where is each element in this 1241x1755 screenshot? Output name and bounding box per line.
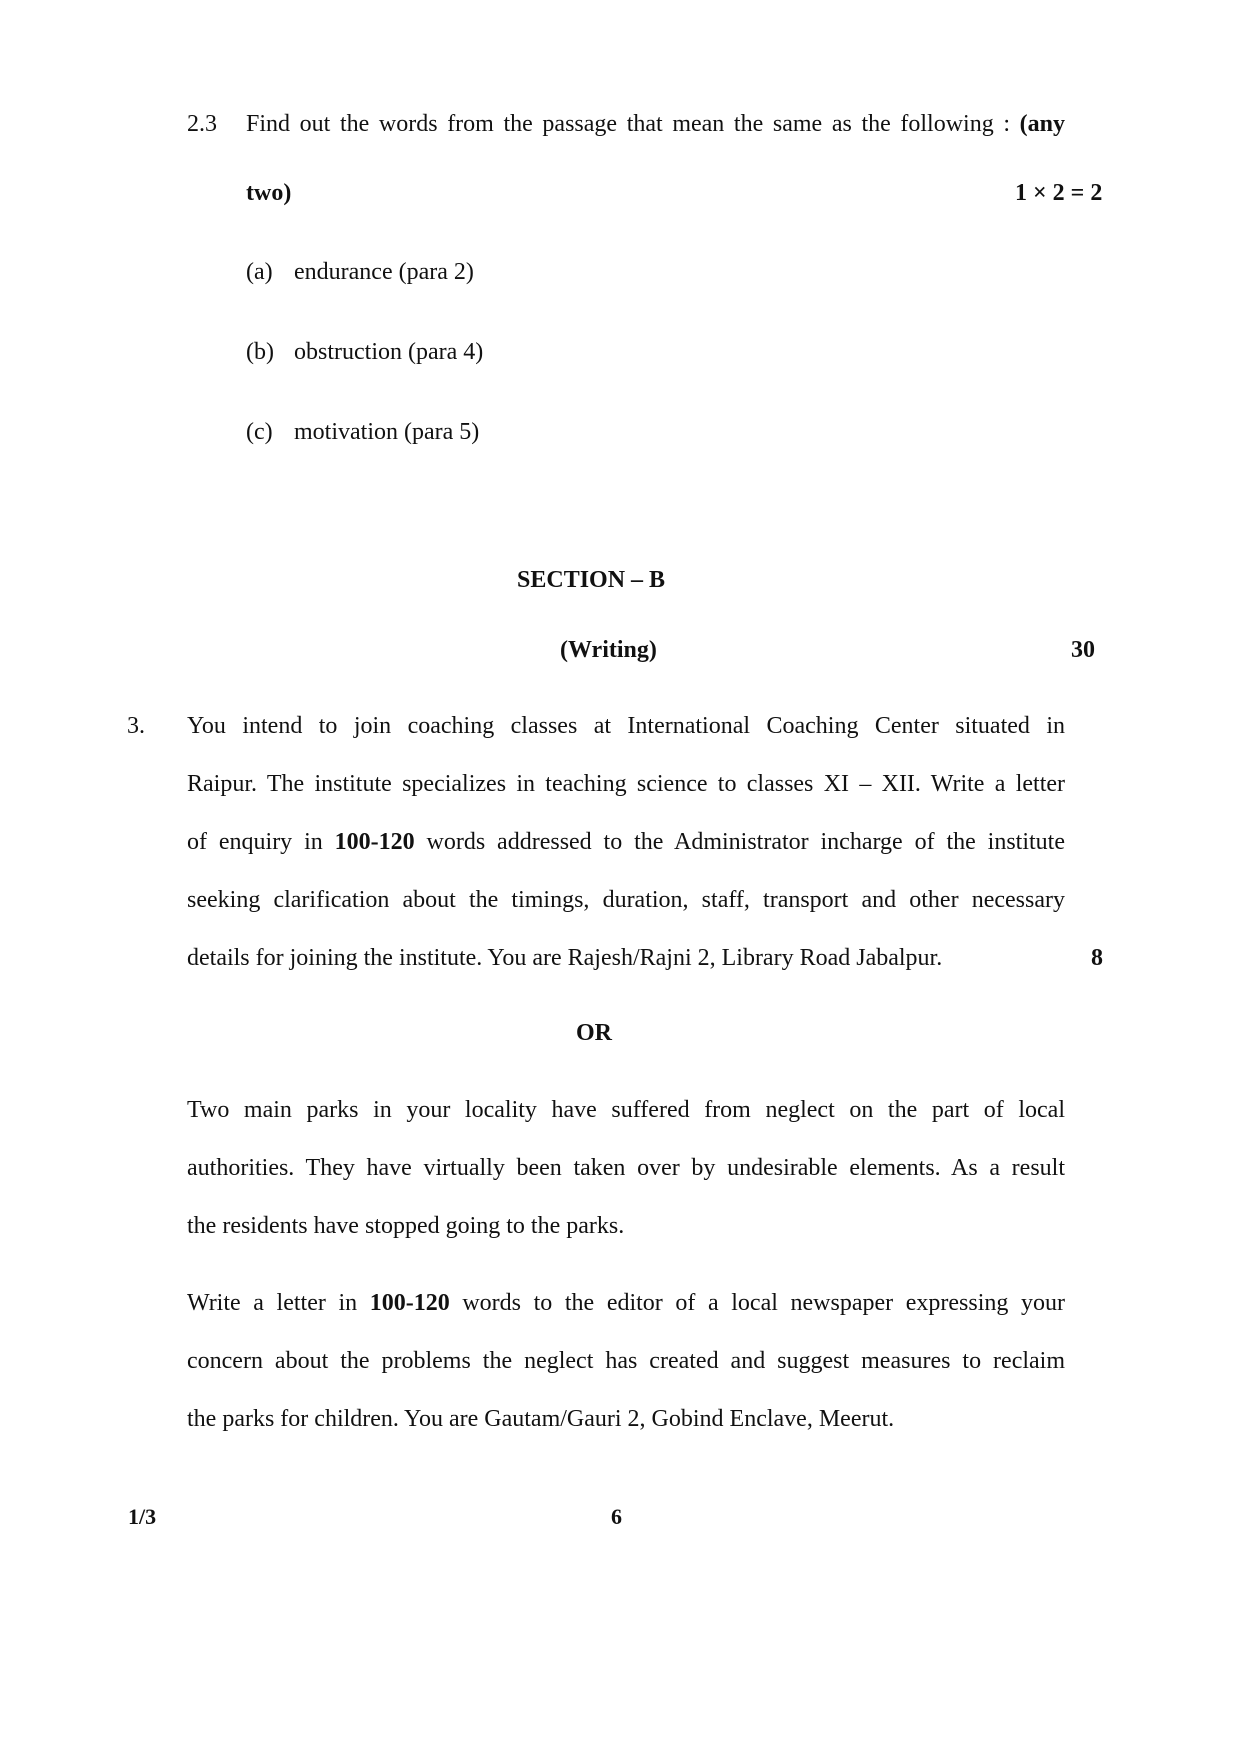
prompt-any: (any bbox=[1019, 111, 1066, 137]
option-label: (b) bbox=[246, 339, 274, 365]
line-text: words addressed to the Administrator incharge of the institute bbox=[414, 829, 1065, 855]
question-line: authorities. They have virtually been taken over by undesirable elements. As a result bbox=[187, 1155, 1065, 1181]
question-line bbox=[187, 829, 1065, 856]
section-title: SECTION – B bbox=[517, 567, 666, 593]
list-item bbox=[246, 339, 483, 366]
question-line: details for joining the institute. You are Rajesh/Rajni 2, Library Road Jabalpur. bbox=[187, 945, 943, 971]
question-number: 2.3 bbox=[187, 111, 217, 137]
option-label: (c) bbox=[246, 419, 273, 445]
paper-code: 1/3 bbox=[128, 1504, 157, 1529]
question-line bbox=[187, 1290, 1065, 1317]
list-item bbox=[246, 419, 479, 446]
question-line: seeking clarification about the timings, duration, staff, transport and other necessary bbox=[187, 887, 1065, 913]
option-text: endurance (para 2) bbox=[294, 259, 474, 285]
question-line: concern about the problems the neglect has created and suggest measures to reclaim bbox=[187, 1348, 1065, 1374]
prompt-text: Find out the words from the passage that mean the same as the following : bbox=[246, 111, 1011, 137]
question-line: Two main parks in your locality have suffered from neglect on the part of local bbox=[187, 1097, 1065, 1123]
question-marks: 1 × 2 = 2 bbox=[1015, 180, 1103, 206]
word-limit: 100-120 bbox=[334, 829, 415, 855]
question-line: You intend to join coaching classes at International Coaching Center situated in bbox=[187, 713, 1065, 739]
option-text: motivation (para 5) bbox=[294, 419, 480, 445]
question-line: the residents have stopped going to the parks. bbox=[187, 1213, 625, 1239]
question-prompt bbox=[246, 111, 1065, 138]
list-item bbox=[246, 259, 474, 286]
question-line: Raipur. The institute specializes in teaching science to classes XI – XII. Write a letter bbox=[187, 771, 1065, 797]
question-marks: 8 bbox=[1091, 945, 1103, 971]
question-number: 3. bbox=[127, 713, 145, 739]
line-text: words to the editor of a local newspaper expressing your bbox=[449, 1290, 1065, 1316]
section-subtitle: (Writing) bbox=[560, 637, 657, 663]
page-number: 6 bbox=[611, 1504, 622, 1529]
line-text: Write a letter in bbox=[187, 1290, 370, 1316]
question-line: the parks for children. You are Gautam/Gauri 2, Gobind Enclave, Meerut. bbox=[187, 1406, 895, 1432]
line-text: of enquiry in bbox=[187, 829, 335, 855]
or-divider: OR bbox=[576, 1020, 612, 1046]
prompt-any-continued: two) bbox=[246, 180, 292, 206]
section-marks: 30 bbox=[1071, 637, 1095, 663]
word-limit: 100-120 bbox=[369, 1290, 450, 1316]
option-label: (a) bbox=[246, 259, 273, 285]
option-text: obstruction (para 4) bbox=[294, 339, 484, 365]
